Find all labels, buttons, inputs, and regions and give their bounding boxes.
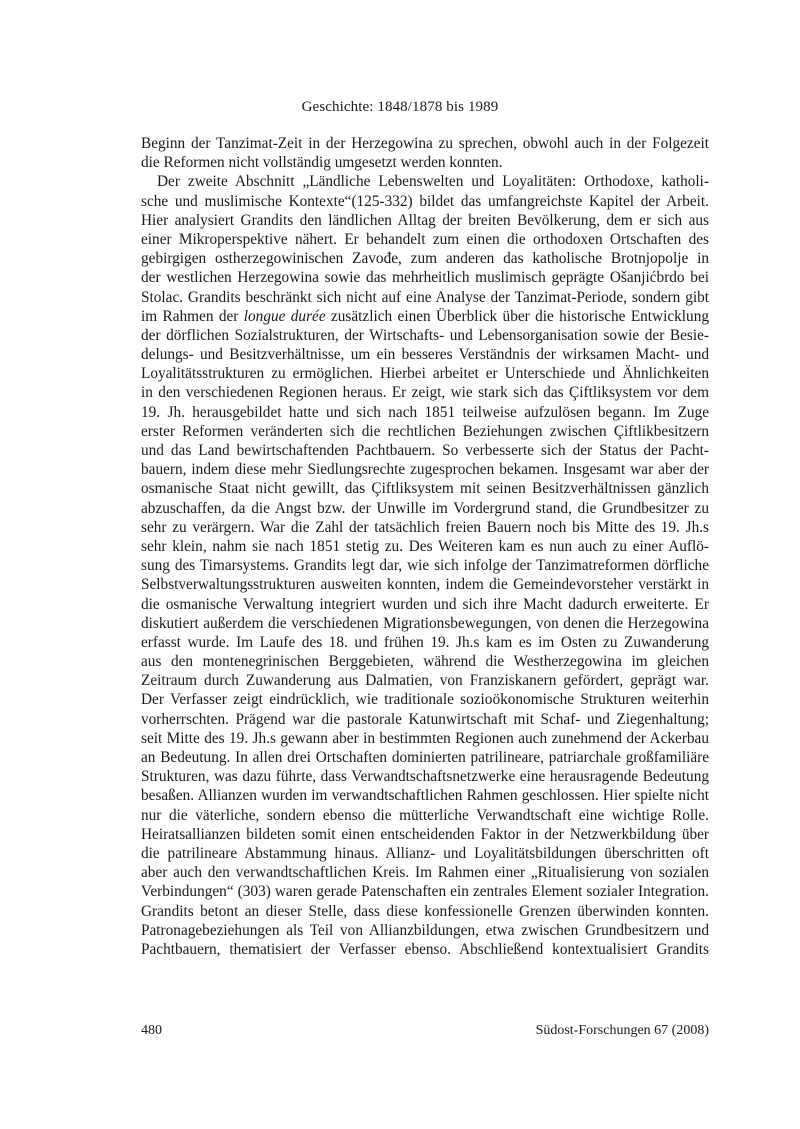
text-segment: im Rahmen der: [141, 307, 244, 325]
text-line: sche und muslimische Kontexte“(125-332) bildet das umfangreichste Kapitel der Arbeit.: [141, 192, 709, 210]
text-line: sehr klein, nahm sie nach 1851 stetig zu. Des Weiteren kam es nun auch zu einer Auflö-: [141, 537, 709, 555]
text-line: Grandits betont an dieser Stelle, dass diese konfessionelle Grenzen überwinden konnten.: [141, 902, 709, 920]
text-line: gebirgigen ostherzegowinischen Zavođe, zum anderen das katholische Brotnjopolje in: [141, 250, 709, 268]
text-line: erfasst wurde. Im Laufe des 18. und frühen 19. Jh.s kam es im Osten zu Zuwanderung: [141, 633, 709, 651]
text-line: sung des Timarsystems. Grandits legt dar, wie sich infolge der Tanzimatreformen dörfliche: [141, 557, 709, 575]
page-footer: [141, 1023, 709, 1043]
text-line: osmanische Staat nicht gewillt, das Çiftliksystem mit seinen Besitzverhältnissen gänzlich: [141, 480, 709, 498]
text-line: abzuschaffen, da die Angst bzw. der Unwille im Vordergrund stand, die Grundbesitzer zu: [141, 499, 709, 517]
text-line: in den verschiedenen Regionen heraus. Er zeigt, wie stark sich das Çiftliksystem vor dem: [141, 384, 709, 402]
text-line: erster Reformen veränderten sich die rechtlichen Beziehungen zwischen Çiftlikbesitzern: [141, 422, 709, 440]
text-line: Zeitraum durch Zuwanderung aus Dalmatien, von Franziskanern gefördert, geprägt war.: [141, 672, 709, 690]
text-line: 19. Jh. herausgebildet hatte und sich nach 1851 teilweise aufzulösen begann. Im Zuge: [141, 403, 709, 421]
text-line: [141, 307, 709, 326]
text-line: besaßen. Allianzen wurden im verwandtschaftlichen Rahmen geschlossen. Hier spielte nicht: [141, 787, 709, 805]
text-line: die Reformen nicht vollständig umgesetzt werden konnten.: [141, 154, 503, 172]
text-line: Beginn der Tanzimat-Zeit in der Herzegowina zu sprechen, obwohl auch in der Folgezeit: [141, 135, 709, 152]
text-line: Hier analysiert Grandits den ländlichen Alltag der breiten Bevölkerung, dem er sich aus: [141, 211, 709, 229]
italic-term: longue durée: [243, 307, 326, 325]
text-segment: zusätzlich einen Überblick über die historische Entwicklung: [325, 307, 709, 325]
text-line: Der zweite Abschnitt „Ländliche Lebenswelten und Loyalitäten: Orthodoxe, katholi-: [157, 173, 709, 191]
text-line: die osmanische Verwaltung integriert wurden und sich ihre Macht dadurch erweiterte. Er: [141, 595, 709, 613]
text-line: Selbstverwaltungsstrukturen ausweiten konnten, indem die Gemeindevorsteher verstärkt in: [141, 576, 709, 594]
text-line: seit Mitte des 19. Jh.s gewann aber in bestimmten Regionen auch zunehmend der Ackerbau: [141, 729, 709, 747]
text-line: der westlichen Herzegowina sowie das mehrheitlich muslimisch geprägte Ošanjićbrdo bei: [141, 269, 709, 287]
text-line: einer Mikroperspektive nähert. Er behandelt zum einen die orthodoxen Ortschaften des: [141, 230, 709, 248]
text-line: Verbindungen“ (303) waren gerade Patenschaften ein zentrales Element sozialer Integration.: [141, 883, 709, 901]
text-line: Der Verfasser zeigt eindrücklich, wie traditionale sozioökonomische Strukturen weiterhin: [141, 691, 709, 709]
text-line: aus den montenegrinischen Berggebieten, während die Westherzegowina im gleichen: [141, 653, 709, 671]
running-head: Geschichte: 1848/1878 bis 1989: [301, 99, 499, 115]
text-line: Patronagebeziehungen als Teil von Allianzbildungen, etwa zwischen Grundbesitzern und: [141, 921, 709, 939]
text-line: diskutiert außerdem die verschiedenen Migrationsbewegungen, von denen die Herzegowina: [141, 614, 709, 632]
text-line: bauern, indem diese mehr Siedlungsrechte zugesprochen bekamen. Insgesamt war aber der: [141, 461, 709, 479]
body-text: [141, 134, 709, 959]
text-line: aber auch den verwandtschaftlichen Kreis. Im Rahmen einer „Ritualisierung von sozialen: [141, 864, 709, 882]
text-line: die patrilineare Abstammung hinaus. Allianz- und Loyalitätsbildungen überschritten oft: [141, 844, 709, 862]
text-line: der dörflichen Sozialstrukturen, der Wirtschafts- und Lebensorganisation sowie der Besie-: [141, 326, 709, 344]
text-line: nur die väterliche, sondern ebenso die mütterliche Verwandtschaft eine wichtige Rolle.: [141, 806, 709, 824]
journal-reference: Südost-Forschungen 67 (2008): [535, 1023, 709, 1038]
text-line: an Bedeutung. In allen drei Ortschaften dominierten patrilineare, patriarchale großfamiliäre: [141, 749, 709, 766]
text-line: vorherrschten. Prägend war die pastorale Katunwirtschaft mit Schaf- und Ziegenhaltung;: [141, 710, 709, 728]
text-line: Pachtbauern, thematisiert der Verfasser ebenso. Abschließend kontextualisiert Grandits: [141, 940, 709, 958]
text-line: Loyalitätsstrukturen zu ermöglichen. Hierbei arbeitet er Unterschiede und Ähnlichkeiten: [141, 365, 709, 383]
page-number: 480: [141, 1023, 162, 1038]
text-line: delungs- und Besitzverhältnisse, um ein besseres Verständnis der wirksamen Macht- und: [141, 346, 709, 364]
text-line: Heiratsallianzen bildeten somit einen entscheidenden Faktor in der Netzwerkbildung über: [141, 825, 709, 843]
text-line: Strukturen, was dazu führte, dass Verwandtschaftsnetzwerke eine herausragende Bedeutung: [141, 768, 709, 786]
text-line: sehr zu verärgern. War die Zahl der tatsächlich freien Bauern noch bis Mitte des 19. Jh.s: [141, 518, 709, 536]
text-line: Stolac. Grandits beschränkt sich nicht auf eine Analyse der Tanzimat-Periode, sondern gibt: [141, 288, 709, 306]
text-line: und das Land bewirtschaftenden Pachtbauern. So verbesserte sich der Status der Pacht-: [141, 442, 709, 459]
